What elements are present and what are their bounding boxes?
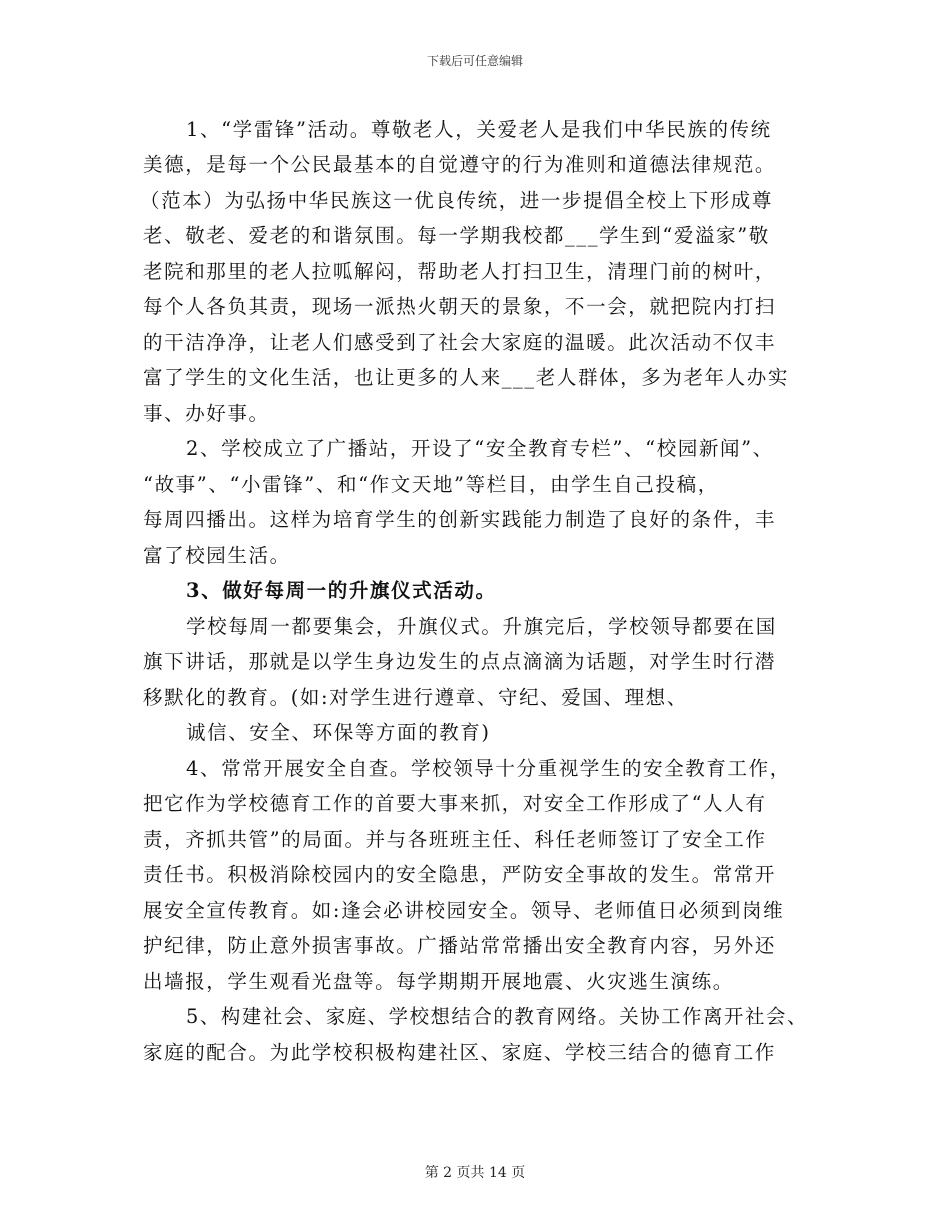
text-line: 出墙报，学生观看光盘等。每学期期开展地震、火灾逃生演练。 [143,970,734,993]
text-line: （范本）为弘扬中华民族这一优良传统，进一步提倡全校上下形成尊 [140,189,774,212]
page-footer: 第 2 页共 14 页 [424,1165,526,1181]
text-line: 把它作为学校德育工作的首要大事来抓，对安全工作形成了“人人有 [143,792,767,815]
text-line: 家庭的配合。为此学校积极构建社区、家庭、学校三结合的德育工作 [143,1041,777,1064]
text-line: 老、敬老、爱老的和谐氛围。每一学期我校都___学生到“爱溢家”敬 [143,224,770,247]
text-line: “故事”、“小雷锋”、和“作文天地”等栏目，由学生自己投稿， [143,473,719,496]
text-line: 诚信、安全、环保等方面的教育) [186,721,491,744]
text-line: 富了校园生活。 [143,544,291,567]
text-line: 事、办好事。 [143,402,270,425]
text-line: 移默化的教育。(如:对学生进行遵章、守纪、爱国、理想、 [143,686,688,709]
text-line: 5、构建社会、家庭、学校想结合的教育网络。关协工作离开社会、 [186,1005,808,1028]
text-line: 学校每周一都要集会，升旗仪式。升旗完后，学校领导都要在国 [186,615,777,638]
text-line: 1、“学雷锋”活动。尊敬老人，关爱老人是我们中华民族的传统 [186,118,772,141]
text-line: 旗下讲话，那就是以学生身边发生的点点滴滴为话题，对学生时行潜 [143,650,777,673]
text-line: 每周四播出。这样为培育学生的创新实践能力制造了良好的条件，丰 [143,508,777,531]
section-heading: 3、做好每周一的升旗仪式活动。 [186,579,497,602]
text-line: 的干洁净净，让老人们感受到了社会大家庭的温暖。此次活动不仅丰 [143,331,777,354]
page-header: 下载后可任意编辑 [426,54,523,68]
text-line: 展安全宣传教育。如:逢会必讲校园安全。领导、老师值日必须到岗维 [143,899,785,922]
text-line: 美德，是每一个公民最基本的自觉遵守的行为准则和道德法律规范。 [143,153,777,176]
text-line: 每个人各负其责，现场一派热火朝天的景象，不一会，就把院内打扫 [143,295,777,318]
text-line: 富了学生的文化生活，也让更多的人来___老人群体，多为老年人办实 [143,366,789,389]
text-line: 2、学校成立了广播站，开设了“安全教育专栏”、“校园新闻”、 [186,437,774,460]
text-line: 老院和那里的老人拉呱解闷，帮助老人打扫卫生，清理门前的树叶， [143,260,777,283]
text-line: 4、常常开展安全自查。学校领导十分重视学生的安全教育工作， [186,757,791,780]
text-line: 护纪律，防止意外损害事故。广播站常常播出安全教育内容，另外还 [143,934,777,957]
text-line: 责任书。积极消除校园内的安全隐患，严防安全事故的发生。常常开 [143,863,777,886]
text-line: 责，齐抓共管”的局面。并与各班班主任、科任老师签订了安全工作 [143,828,767,851]
